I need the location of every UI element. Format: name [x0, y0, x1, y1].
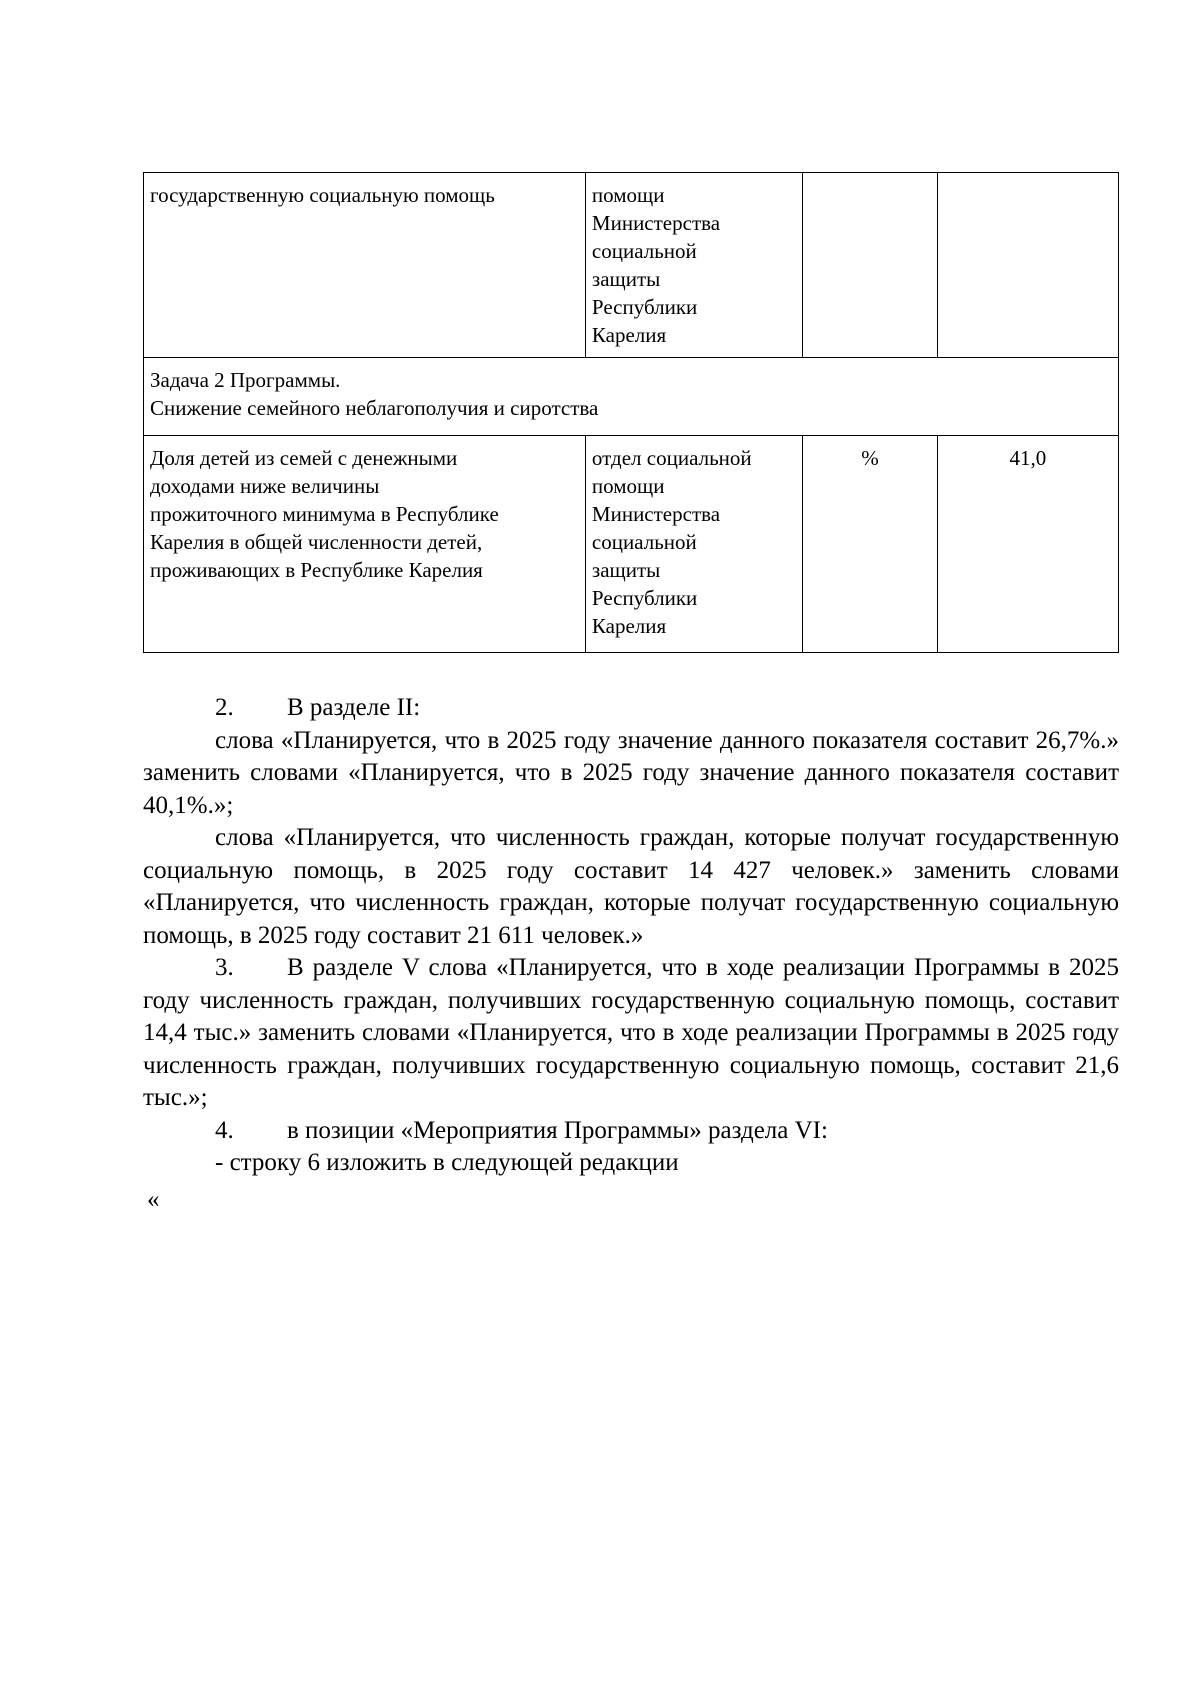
- responsible-text: помощи Министерства социальной защиты Республики Карелия: [591, 183, 721, 347]
- paragraph-text: слова «Планируется, что численность граждан, которые получат государственную социальную помощь, в 2025 году составит 14 427 человек.» заменить словами «Планируется, что численность граждан, которые получат государственную социальную помощь, в 2025 году составит 21 611 человек.»: [143, 824, 1119, 949]
- responsible-cell: [585, 173, 802, 358]
- responsible-text: отдел социальной помощи Министерства социальной защиты Республики Карелия: [591, 446, 752, 638]
- opening-quote: «: [147, 1186, 160, 1213]
- paragraph-text: - строку 6 изложить в следующей редакции: [215, 1149, 679, 1176]
- paragraph-text: В разделе II:: [287, 694, 421, 721]
- task-cell: [144, 358, 1119, 436]
- paragraph-2: [143, 692, 1119, 725]
- indicator-name-text: Доля детей из семей с денежными доходами ниже величины прожиточного минимума в Республике Карелия в общей численности детей, проживающих в Республике Карелия: [150, 446, 499, 582]
- amendment-text: [143, 692, 1119, 1180]
- indicators-table: [143, 172, 1119, 653]
- table-row: [144, 173, 1119, 358]
- paragraph-number: 4.: [215, 1116, 234, 1144]
- paragraph-text: В разделе V слова «Планируется, что в ходе реализации Программы в 2025 году численность граждан, получивших государственную социальную помощь, составит 14,4 тыс.» заменить словами «Планируется, что в ходе реализации Программы в 2025 году численность граждан, получивших государственную социальную помощь, составит 21,6 тыс.»;: [143, 954, 1119, 1111]
- value-cell: [937, 436, 1118, 653]
- paragraph-4: [143, 1115, 1119, 1148]
- paragraph-text: слова «Планируется, что в 2025 году значение данного показателя составит 26,7%.» заменить словами «Планируется, что в 2025 году значение данного показателя составит 40,1%.»;: [143, 726, 1119, 819]
- paragraph-number: 2.: [215, 694, 234, 721]
- paragraph-3: [143, 952, 1119, 1115]
- table-row: [144, 436, 1119, 653]
- responsible-cell: [585, 436, 802, 653]
- indicator-name-cell: [144, 173, 586, 358]
- task-text: Задача 2 Программы. Снижение семейного неблагополучия и сиротства: [150, 368, 599, 420]
- table-row: [144, 358, 1119, 436]
- unit-cell: [803, 173, 938, 358]
- indicator-name-text: государственную социальную помощь: [150, 183, 495, 207]
- value-cell: [937, 173, 1118, 358]
- paragraph-text: в позиции «Мероприятия Программы» раздела VI:: [287, 1116, 828, 1144]
- indicator-name-cell: [144, 436, 586, 653]
- unit-cell: [803, 436, 938, 653]
- value-text: 41,0: [1009, 446, 1047, 470]
- paragraph-number: 3.: [215, 954, 234, 981]
- unit-text: %: [861, 446, 879, 470]
